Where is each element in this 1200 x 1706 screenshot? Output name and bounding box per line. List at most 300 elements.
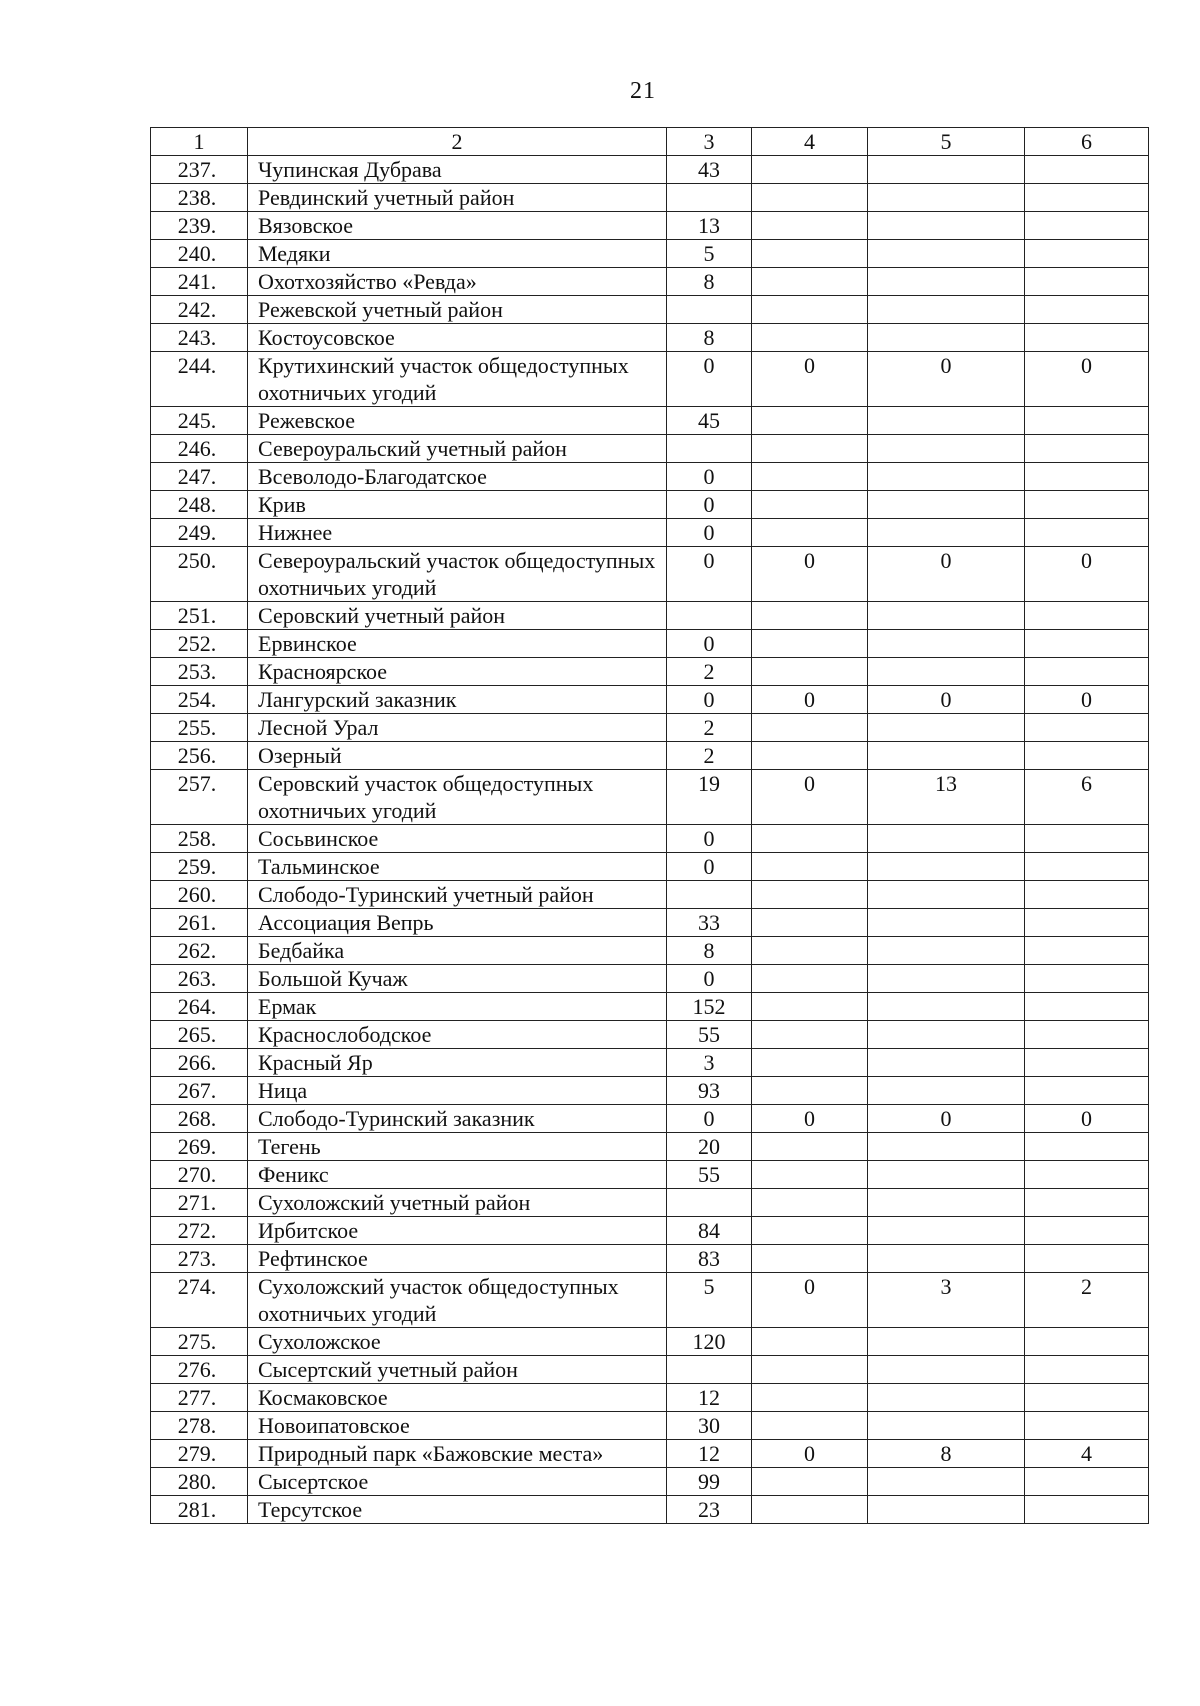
table-row: [151, 1468, 1149, 1496]
value-col5: [868, 909, 1025, 937]
value-col5: [868, 742, 1025, 770]
value-col3: 152: [667, 993, 752, 1021]
area-name: Озерный: [248, 742, 667, 770]
value-col4: 0: [752, 1273, 868, 1328]
table-row: [151, 519, 1149, 547]
value-col6: [1025, 825, 1149, 853]
value-col6: [1025, 658, 1149, 686]
value-col5: [868, 825, 1025, 853]
table-row: [151, 547, 1149, 602]
row-number: 242.: [151, 296, 248, 324]
value-col5: 0: [868, 1105, 1025, 1133]
value-col3: 2: [667, 658, 752, 686]
column-header: 6: [1025, 128, 1149, 156]
value-col4: 0: [752, 1440, 868, 1468]
table-row: [151, 658, 1149, 686]
value-col5: [868, 184, 1025, 212]
value-col4: [752, 1245, 868, 1273]
value-col6: [1025, 435, 1149, 463]
value-col6: [1025, 212, 1149, 240]
value-col4: [752, 1468, 868, 1496]
value-col5: 3: [868, 1273, 1025, 1328]
value-col3: 8: [667, 324, 752, 352]
value-col5: [868, 1217, 1025, 1245]
row-number: 244.: [151, 352, 248, 407]
value-col3: 20: [667, 1133, 752, 1161]
area-name: Всеволодо-Благодатское: [248, 463, 667, 491]
value-col3: 93: [667, 1077, 752, 1105]
table-row: [151, 463, 1149, 491]
area-name: Красноярское: [248, 658, 667, 686]
value-col5: [868, 993, 1025, 1021]
value-col3: 55: [667, 1161, 752, 1189]
table-row: [151, 1384, 1149, 1412]
value-col6: 6: [1025, 770, 1149, 825]
column-header: 4: [752, 128, 868, 156]
value-col6: 0: [1025, 547, 1149, 602]
area-name: Сухоложское: [248, 1328, 667, 1356]
value-col6: [1025, 519, 1149, 547]
row-number: 253.: [151, 658, 248, 686]
value-col4: 0: [752, 770, 868, 825]
value-col3: 3: [667, 1049, 752, 1077]
row-number: 281.: [151, 1496, 248, 1524]
value-col4: [752, 1412, 868, 1440]
value-col4: [752, 184, 868, 212]
value-col4: [752, 212, 868, 240]
value-col6: [1025, 937, 1149, 965]
value-col6: [1025, 602, 1149, 630]
value-col5: [868, 1245, 1025, 1273]
value-col6: [1025, 268, 1149, 296]
row-number: 264.: [151, 993, 248, 1021]
value-col6: [1025, 630, 1149, 658]
data-table: [150, 127, 1149, 1524]
value-col4: [752, 965, 868, 993]
value-col3: 8: [667, 268, 752, 296]
value-col6: 0: [1025, 686, 1149, 714]
table-row: [151, 268, 1149, 296]
value-col5: [868, 1468, 1025, 1496]
value-col3: 99: [667, 1468, 752, 1496]
value-col5: [868, 1189, 1025, 1217]
row-number: 260.: [151, 881, 248, 909]
area-name: Тегень: [248, 1133, 667, 1161]
value-col5: [868, 156, 1025, 184]
row-number: 254.: [151, 686, 248, 714]
value-col5: [868, 1412, 1025, 1440]
value-col3: [667, 435, 752, 463]
table-row: [151, 1496, 1149, 1524]
table-row: [151, 212, 1149, 240]
value-col6: [1025, 240, 1149, 268]
value-col3: 120: [667, 1328, 752, 1356]
value-col5: [868, 1384, 1025, 1412]
value-col5: [868, 602, 1025, 630]
area-name: Крив: [248, 491, 667, 519]
area-name: Охотхозяйство «Ревда»: [248, 268, 667, 296]
value-col4: [752, 268, 868, 296]
table-row: [151, 240, 1149, 268]
value-col6: [1025, 742, 1149, 770]
area-name: Нижнее: [248, 519, 667, 547]
value-col4: [752, 742, 868, 770]
value-col5: [868, 881, 1025, 909]
value-col6: [1025, 853, 1149, 881]
value-col3: [667, 184, 752, 212]
table-row: [151, 1105, 1149, 1133]
value-col6: [1025, 714, 1149, 742]
value-col6: [1025, 1133, 1149, 1161]
table-row: [151, 184, 1149, 212]
value-col5: [868, 1328, 1025, 1356]
table-row: [151, 1217, 1149, 1245]
value-col3: 83: [667, 1245, 752, 1273]
value-col3: 23: [667, 1496, 752, 1524]
value-col5: [868, 658, 1025, 686]
column-header: 1: [151, 128, 248, 156]
table-row: [151, 602, 1149, 630]
table-row: [151, 881, 1149, 909]
table-row: [151, 630, 1149, 658]
value-col6: [1025, 491, 1149, 519]
value-col5: 8: [868, 1440, 1025, 1468]
value-col6: [1025, 1328, 1149, 1356]
row-number: 256.: [151, 742, 248, 770]
value-col4: 0: [752, 686, 868, 714]
value-col4: [752, 714, 868, 742]
value-col4: 0: [752, 352, 868, 407]
value-col4: [752, 853, 868, 881]
value-col6: [1025, 324, 1149, 352]
area-name: Сухоложский учетный район: [248, 1189, 667, 1217]
value-col5: [868, 1356, 1025, 1384]
area-name: Чупинская Дубрава: [248, 156, 667, 184]
column-header: 5: [868, 128, 1025, 156]
table-row: [151, 1412, 1149, 1440]
row-number: 274.: [151, 1273, 248, 1328]
row-number: 278.: [151, 1412, 248, 1440]
value-col3: 0: [667, 463, 752, 491]
value-col3: 0: [667, 825, 752, 853]
value-col5: [868, 1161, 1025, 1189]
value-col5: [868, 853, 1025, 881]
value-col3: 0: [667, 1105, 752, 1133]
value-col6: [1025, 965, 1149, 993]
row-number: 238.: [151, 184, 248, 212]
area-name: Лангурский заказник: [248, 686, 667, 714]
value-col3: 55: [667, 1021, 752, 1049]
value-col5: 0: [868, 352, 1025, 407]
area-name: Слободо-Туринский заказник: [248, 1105, 667, 1133]
table-row: [151, 156, 1149, 184]
value-col5: [868, 296, 1025, 324]
value-col4: 0: [752, 547, 868, 602]
value-col3: 0: [667, 686, 752, 714]
value-col3: 12: [667, 1384, 752, 1412]
value-col5: [868, 463, 1025, 491]
row-number: 257.: [151, 770, 248, 825]
value-col3: 0: [667, 965, 752, 993]
table-row: [151, 909, 1149, 937]
value-col6: [1025, 1077, 1149, 1105]
value-col6: [1025, 1021, 1149, 1049]
value-col6: 0: [1025, 352, 1149, 407]
value-col6: [1025, 463, 1149, 491]
table-row: [151, 1189, 1149, 1217]
table-row: [151, 1161, 1149, 1189]
value-col4: [752, 491, 868, 519]
value-col4: [752, 1384, 868, 1412]
area-name: Серовский участок общедоступных охотничьих угодий: [248, 770, 667, 825]
row-number: 276.: [151, 1356, 248, 1384]
area-name: Медяки: [248, 240, 667, 268]
value-col3: 0: [667, 491, 752, 519]
table-row: [151, 491, 1149, 519]
row-number: 267.: [151, 1077, 248, 1105]
row-number: 239.: [151, 212, 248, 240]
value-col5: [868, 407, 1025, 435]
area-name: Североуральский участок общедоступных охотничьих угодий: [248, 547, 667, 602]
table-row: [151, 1133, 1149, 1161]
value-col6: [1025, 881, 1149, 909]
row-number: 246.: [151, 435, 248, 463]
value-col4: [752, 296, 868, 324]
value-col5: [868, 630, 1025, 658]
value-col3: 43: [667, 156, 752, 184]
table-body: [151, 128, 1149, 1524]
table-row: [151, 742, 1149, 770]
value-col5: [868, 1133, 1025, 1161]
area-name: Тальминское: [248, 853, 667, 881]
value-col4: [752, 324, 868, 352]
table-row: [151, 1049, 1149, 1077]
area-name: Режевское: [248, 407, 667, 435]
value-col3: [667, 881, 752, 909]
row-number: 271.: [151, 1189, 248, 1217]
row-number: 252.: [151, 630, 248, 658]
value-col4: [752, 1049, 868, 1077]
value-col3: 5: [667, 240, 752, 268]
value-col6: [1025, 1189, 1149, 1217]
value-col6: [1025, 1049, 1149, 1077]
value-col4: [752, 1328, 868, 1356]
area-name: Вязовское: [248, 212, 667, 240]
value-col3: 0: [667, 630, 752, 658]
value-col5: [868, 1049, 1025, 1077]
row-number: 266.: [151, 1049, 248, 1077]
row-number: 251.: [151, 602, 248, 630]
value-col4: [752, 407, 868, 435]
row-number: 275.: [151, 1328, 248, 1356]
value-col5: [868, 268, 1025, 296]
area-name: Североуральский учетный район: [248, 435, 667, 463]
area-name: Сухоложский участок общедоступных охотничьих угодий: [248, 1273, 667, 1328]
area-name: Сысертский учетный район: [248, 1356, 667, 1384]
value-col3: 30: [667, 1412, 752, 1440]
table-row: [151, 853, 1149, 881]
table-row: [151, 1328, 1149, 1356]
value-col4: [752, 463, 868, 491]
table-row: [151, 407, 1149, 435]
value-col6: [1025, 1412, 1149, 1440]
value-col5: [868, 937, 1025, 965]
area-name: Костоусовское: [248, 324, 667, 352]
value-col4: [752, 937, 868, 965]
value-col5: [868, 435, 1025, 463]
table-row: [151, 435, 1149, 463]
row-number: 243.: [151, 324, 248, 352]
value-col4: [752, 630, 868, 658]
area-name: Сысертское: [248, 1468, 667, 1496]
value-col3: 0: [667, 853, 752, 881]
area-name: Природный парк «Бажовские места»: [248, 1440, 667, 1468]
page-number: 21: [630, 78, 656, 104]
row-number: 279.: [151, 1440, 248, 1468]
value-col4: [752, 825, 868, 853]
value-col6: [1025, 1384, 1149, 1412]
row-number: 237.: [151, 156, 248, 184]
area-name: Красный Яр: [248, 1049, 667, 1077]
row-number: 280.: [151, 1468, 248, 1496]
value-col3: 45: [667, 407, 752, 435]
area-name: Космаковское: [248, 1384, 667, 1412]
area-name: Крутихинский участок общедоступных охотничьих угодий: [248, 352, 667, 407]
value-col5: [868, 1021, 1025, 1049]
row-number: 268.: [151, 1105, 248, 1133]
area-name: Серовский учетный район: [248, 602, 667, 630]
row-number: 250.: [151, 547, 248, 602]
row-number: 262.: [151, 937, 248, 965]
value-col4: [752, 519, 868, 547]
table-row: [151, 714, 1149, 742]
table-row: [151, 324, 1149, 352]
value-col6: 4: [1025, 1440, 1149, 1468]
area-name: Лесной Урал: [248, 714, 667, 742]
area-name: Феникс: [248, 1161, 667, 1189]
value-col3: 13: [667, 212, 752, 240]
table-row: [151, 296, 1149, 324]
value-col4: [752, 658, 868, 686]
row-number: 247.: [151, 463, 248, 491]
area-name: Бедбайка: [248, 937, 667, 965]
value-col3: 8: [667, 937, 752, 965]
area-name: Терсутское: [248, 1496, 667, 1524]
value-col4: [752, 1217, 868, 1245]
value-col5: 0: [868, 686, 1025, 714]
value-col3: [667, 296, 752, 324]
table-row: [151, 825, 1149, 853]
value-col4: [752, 1356, 868, 1384]
value-col3: 2: [667, 714, 752, 742]
value-col6: 0: [1025, 1105, 1149, 1133]
row-number: 263.: [151, 965, 248, 993]
row-number: 249.: [151, 519, 248, 547]
value-col3: 0: [667, 352, 752, 407]
table-row: [151, 965, 1149, 993]
row-number: 261.: [151, 909, 248, 937]
value-col5: [868, 965, 1025, 993]
value-col5: [868, 1077, 1025, 1105]
table-row: [151, 1077, 1149, 1105]
value-col6: [1025, 1468, 1149, 1496]
value-col4: [752, 1133, 868, 1161]
value-col4: [752, 156, 868, 184]
value-col3: 0: [667, 547, 752, 602]
row-number: 240.: [151, 240, 248, 268]
value-col6: 2: [1025, 1273, 1149, 1328]
value-col5: [868, 519, 1025, 547]
table-row: [151, 1245, 1149, 1273]
value-col6: [1025, 407, 1149, 435]
table-row: [151, 993, 1149, 1021]
area-name: Новоипатовское: [248, 1412, 667, 1440]
value-col6: [1025, 1356, 1149, 1384]
value-col3: 2: [667, 742, 752, 770]
value-col4: [752, 1189, 868, 1217]
value-col6: [1025, 184, 1149, 212]
value-col6: [1025, 156, 1149, 184]
table-row: [151, 1356, 1149, 1384]
value-col5: [868, 1496, 1025, 1524]
row-number: 258.: [151, 825, 248, 853]
area-name: Ермак: [248, 993, 667, 1021]
row-number: 245.: [151, 407, 248, 435]
value-col5: [868, 240, 1025, 268]
area-name: Сосьвинское: [248, 825, 667, 853]
table-row: [151, 937, 1149, 965]
header-row: [151, 128, 1149, 156]
area-name: Ница: [248, 1077, 667, 1105]
value-col4: [752, 1161, 868, 1189]
value-col4: [752, 1021, 868, 1049]
row-number: 259.: [151, 853, 248, 881]
value-col4: [752, 881, 868, 909]
area-name: Слободо-Туринский учетный район: [248, 881, 667, 909]
area-name: Режевской учетный район: [248, 296, 667, 324]
value-col3: 84: [667, 1217, 752, 1245]
area-name: Краснослободское: [248, 1021, 667, 1049]
value-col3: 33: [667, 909, 752, 937]
value-col6: [1025, 1245, 1149, 1273]
value-col5: [868, 491, 1025, 519]
value-col5: 13: [868, 770, 1025, 825]
value-col5: [868, 714, 1025, 742]
value-col3: [667, 1356, 752, 1384]
row-number: 270.: [151, 1161, 248, 1189]
value-col4: [752, 602, 868, 630]
value-col6: [1025, 1161, 1149, 1189]
row-number: 255.: [151, 714, 248, 742]
table-row: [151, 1021, 1149, 1049]
row-number: 241.: [151, 268, 248, 296]
value-col3: 19: [667, 770, 752, 825]
row-number: 272.: [151, 1217, 248, 1245]
table-row: [151, 1273, 1149, 1328]
row-number: 277.: [151, 1384, 248, 1412]
value-col6: [1025, 1496, 1149, 1524]
value-col6: [1025, 1217, 1149, 1245]
value-col4: [752, 240, 868, 268]
row-number: 269.: [151, 1133, 248, 1161]
row-number: 265.: [151, 1021, 248, 1049]
value-col4: [752, 993, 868, 1021]
value-col6: [1025, 909, 1149, 937]
area-name: Ревдинский учетный район: [248, 184, 667, 212]
area-name: Ассоциация Вепрь: [248, 909, 667, 937]
area-name: Ервинское: [248, 630, 667, 658]
value-col4: [752, 435, 868, 463]
